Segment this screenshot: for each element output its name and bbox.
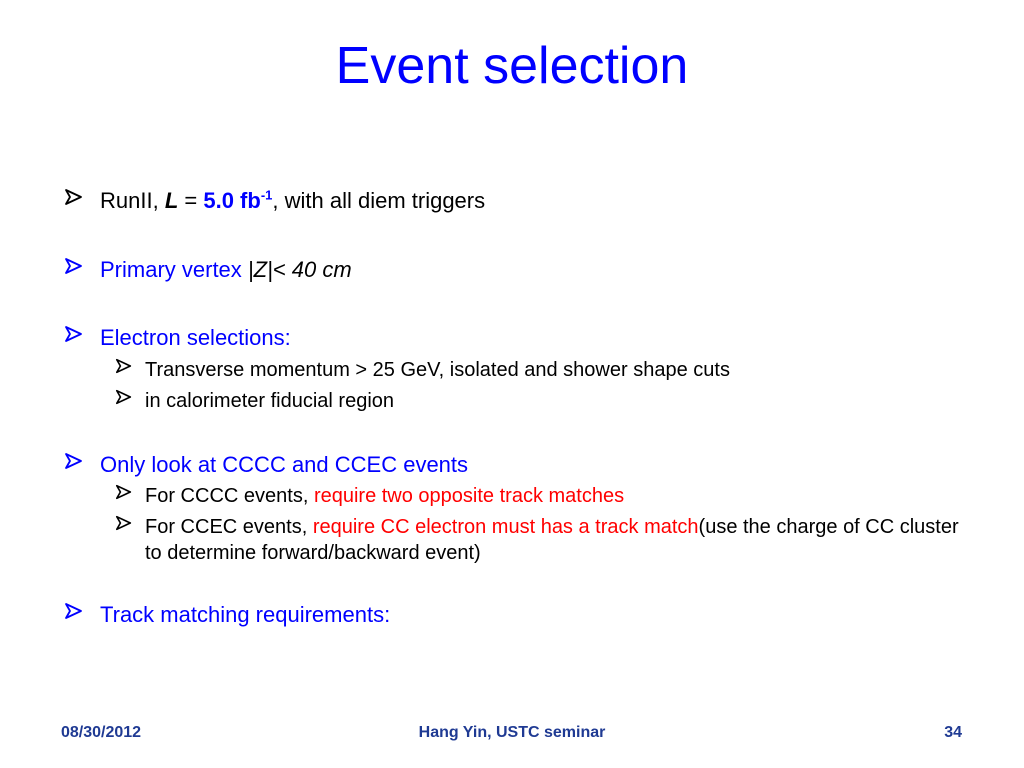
bullet-text: Track matching requirements: bbox=[100, 602, 391, 627]
sub-bullet-cccc bbox=[115, 483, 624, 509]
bullet-primary-vertex bbox=[64, 256, 352, 284]
arrow-bullet-icon bbox=[115, 483, 145, 501]
bullet-text: Electron selections: bbox=[100, 325, 291, 350]
lumi-symbol: L bbox=[164, 188, 179, 213]
vertex-cut: |Z|< 40 cm bbox=[247, 257, 352, 282]
runii-label: RunII, bbox=[100, 188, 165, 213]
bullet-event-types bbox=[64, 451, 468, 479]
sub-bullet-ccec bbox=[115, 514, 965, 566]
footer-page-number: 34 bbox=[944, 724, 962, 741]
arrow-bullet-icon bbox=[64, 187, 100, 207]
ccec-requirement: require CC electron must has a track match bbox=[312, 516, 699, 538]
arrow-bullet-icon bbox=[64, 451, 100, 471]
arrow-bullet-icon bbox=[64, 324, 100, 344]
arrow-bullet-icon bbox=[115, 514, 145, 532]
arrow-bullet-icon bbox=[115, 357, 145, 375]
ccec-prefix: For CCEC events, bbox=[145, 516, 313, 538]
footer-presenter: Hang Yin, USTC seminar bbox=[418, 724, 606, 741]
bullet-text bbox=[145, 483, 624, 509]
bullet-text: Only look at CCCC and CCEC events bbox=[100, 452, 469, 477]
bullet-runii bbox=[64, 187, 485, 215]
lumi-exponent: -1 bbox=[260, 187, 273, 203]
arrow-bullet-icon bbox=[64, 256, 100, 276]
lumi-value: 5.0 fb bbox=[203, 188, 261, 213]
bullet-electron-selections bbox=[64, 324, 291, 352]
arrow-bullet-icon bbox=[64, 601, 100, 621]
bullet-text: Transverse momentum > 25 GeV, isolated and shower shape cuts bbox=[145, 359, 730, 381]
bullet-text bbox=[100, 256, 352, 284]
footer-date: 08/30/2012 bbox=[61, 724, 142, 741]
bullet-track-matching bbox=[64, 601, 390, 629]
bullet-text bbox=[100, 187, 485, 215]
cccc-requirement: require two opposite track matches bbox=[313, 485, 625, 507]
equals-sign: = bbox=[178, 188, 204, 213]
bullet-text bbox=[145, 514, 965, 566]
trigger-text: , with all diem triggers bbox=[272, 188, 486, 213]
bullet-text: in calorimeter fiducial region bbox=[145, 390, 395, 412]
slide-title: Event selection bbox=[335, 37, 689, 95]
vertex-label: Primary vertex bbox=[100, 257, 248, 282]
sub-bullet-momentum bbox=[115, 357, 730, 383]
cccc-prefix: For CCCC events, bbox=[145, 485, 314, 507]
sub-bullet-fiducial bbox=[115, 388, 394, 414]
arrow-bullet-icon bbox=[115, 388, 145, 406]
ccec-note: (use the charge of CC cluster to determine forward/backward event) bbox=[145, 516, 959, 564]
